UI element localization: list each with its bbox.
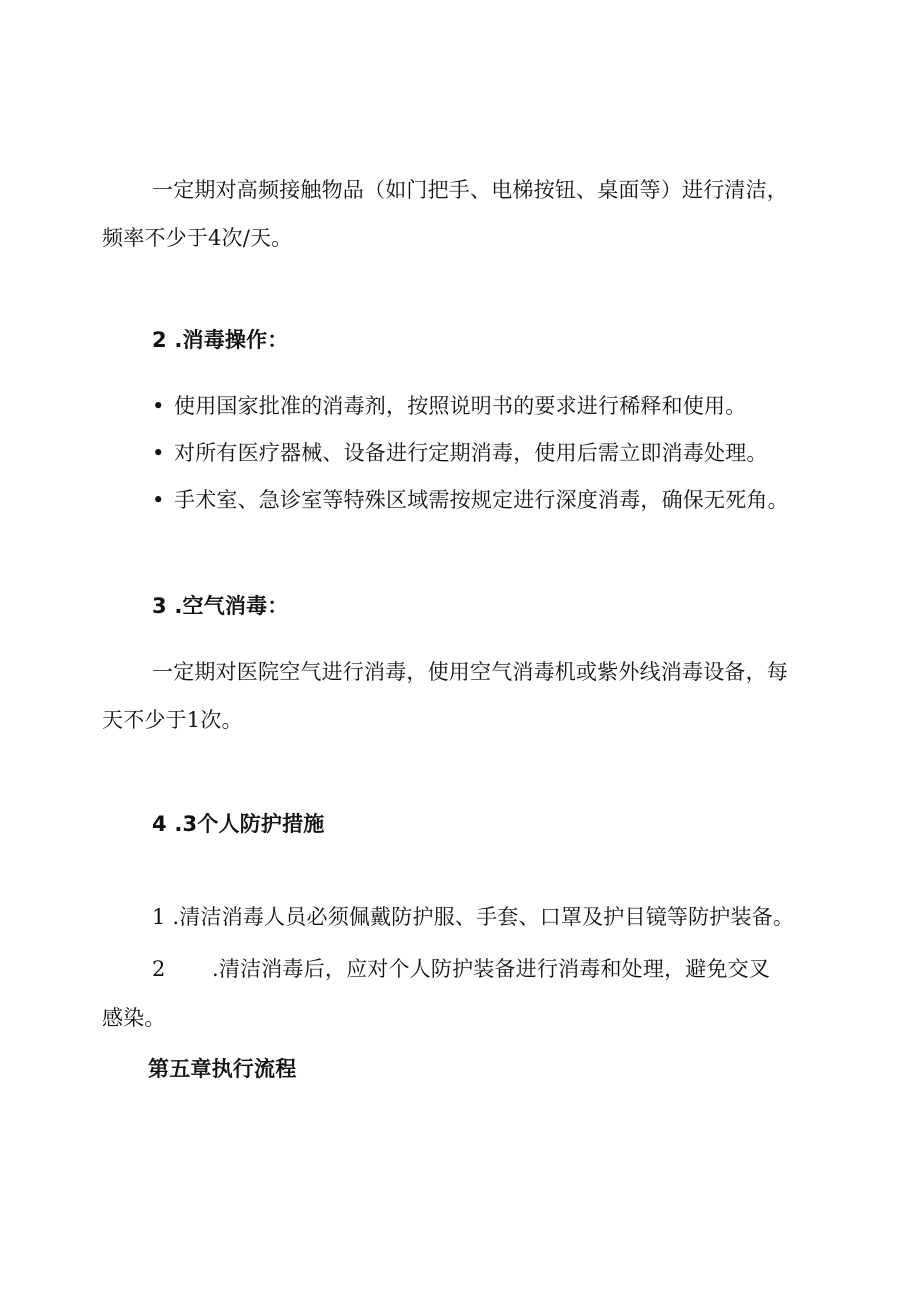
section-heading: 3 .空气消毒： — [152, 594, 289, 618]
paragraph-text: 一定期对医院空气进行消毒，使用空气消毒机或紫外线消毒设备，每 — [152, 660, 788, 684]
paragraph-text: 天不少于1次。 — [102, 708, 243, 732]
list-item-text: .清洁消毒后，应对个人防护装备进行消毒和处理，避免交叉 — [212, 957, 771, 981]
list-item-number: 2 — [152, 957, 166, 981]
bullet-item — [152, 392, 746, 420]
bullet-text: 手术室、急诊室等特殊区域需按规定进行深度消毒，确保无死角。 — [174, 488, 789, 512]
bullet-item — [152, 486, 789, 514]
paragraph-text: 一定期对高频接触物品（如门把手、电梯按钮、桌面等）进行清洁， — [152, 178, 788, 202]
bullet-icon: • — [152, 488, 165, 512]
section-heading: 4 .3个人防护措施 — [152, 812, 325, 836]
bullet-text: 使用国家批准的消毒剂，按照说明书的要求进行稀释和使用。 — [174, 394, 747, 418]
chapter-heading: 第五章执行流程 — [148, 1057, 297, 1081]
section-heading: 2 .消毒操作： — [152, 328, 289, 352]
list-item: 1 .清洁消毒人员必须佩戴防护服、手套、口罩及护目镜等防护装备。 — [152, 905, 795, 929]
bullet-icon: • — [152, 394, 165, 418]
bullet-item — [152, 439, 768, 467]
list-item-text: 感染。 — [102, 1006, 166, 1030]
bullet-icon: • — [152, 441, 165, 465]
bullet-text: 对所有医疗器械、设备进行定期消毒，使用后需立即消毒处理。 — [174, 441, 768, 465]
paragraph-text: 频率不少于4次/天。 — [102, 226, 293, 250]
